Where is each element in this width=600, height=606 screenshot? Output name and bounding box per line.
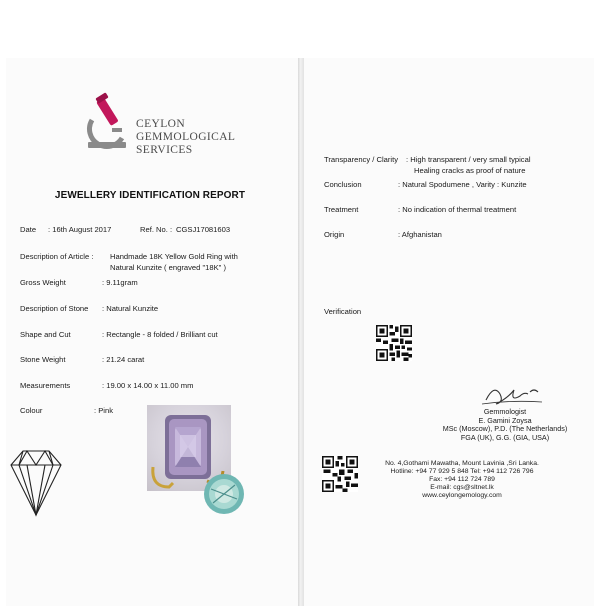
address: No. 4,Gothami Mawatha, Mount Lavinia ,Sri Lanka. xyxy=(385,460,539,467)
stone-weight-value: : 21.24 carat xyxy=(102,355,145,364)
gemmologist-credentials-1: MSc (Moscow), P.D. (The Netherlands) xyxy=(442,424,568,434)
article-value-line2: Natural Kunzite ( engraved "18K" ) xyxy=(110,263,226,272)
shape-cut-value: : Rectangle - 8 folded / Brilliant cut xyxy=(102,330,218,339)
colour-label: Colour xyxy=(20,406,43,415)
gross-weight-value: : 9.11gram xyxy=(102,278,138,287)
colour-value: : Pink xyxy=(94,406,113,415)
company-name-line2: GEMMOLOGICAL xyxy=(136,131,236,143)
page-fold xyxy=(298,58,304,606)
right-page xyxy=(302,58,594,606)
fax: Fax: +94 112 724 789 xyxy=(429,475,495,483)
ref-value: CGSJ17081603 xyxy=(176,225,231,234)
transparency-value-line1: : High transparent / very small typical xyxy=(406,155,531,164)
verification-qr-code xyxy=(376,325,412,361)
origin-label: Origin xyxy=(324,230,345,239)
company-name-line3: SERVICES xyxy=(136,144,193,156)
hotline: Hotline: +94 77 929 5 848 Tel: +94 112 726 796 xyxy=(390,467,534,475)
transparency-value-line2: Healing cracks as proof of nature xyxy=(414,166,526,175)
contact-block xyxy=(362,460,562,500)
stone-description-label: Description of Stone xyxy=(20,304,89,313)
stone-description-value: : Natural Kunzite xyxy=(102,304,159,313)
ref-label: Ref. No. : xyxy=(140,225,173,234)
treatment-value: : No indication of thermal treatment xyxy=(398,205,517,214)
shape-cut-label: Shape and Cut xyxy=(20,330,71,339)
gemmologist-name: E. Gamini Zoysa xyxy=(478,415,532,425)
transparency-label: Transparency / Clarity xyxy=(324,155,398,164)
website: www.ceylongemology.com xyxy=(422,491,502,499)
microscope-icon xyxy=(82,92,132,152)
gemmologist-signature xyxy=(480,380,546,410)
gross-weight-label: Gross Weight xyxy=(20,278,66,287)
article-value-line1: Handmade 18K Yellow Gold Ring with xyxy=(110,252,238,261)
conclusion-value: : Natural Spodumene , Varity : Kunzite xyxy=(398,180,527,189)
contact-qr-code xyxy=(322,456,358,492)
measurements-value: : 19.00 x 14.00 x 11.00 mm xyxy=(102,381,194,390)
diamond-icon xyxy=(5,447,67,519)
measurements-label: Measurements xyxy=(20,381,71,390)
article-label: Description of Article : xyxy=(20,252,94,261)
report-title: JEWELLERY IDENTIFICATION REPORT xyxy=(54,190,246,201)
hologram-seal-icon xyxy=(203,473,245,515)
date-label: Date xyxy=(20,225,37,234)
gemmologist-credentials-2: FGA (UK), G.G. (GIA, USA) xyxy=(460,432,550,442)
treatment-label: Treatment xyxy=(324,205,359,214)
stone-weight-label: Stone Weight xyxy=(20,355,66,364)
gemmologist-title: Gemmologist xyxy=(483,407,527,416)
conclusion-label: Conclusion xyxy=(324,180,362,189)
verification-label: Verification xyxy=(324,307,362,316)
gemmologist-block xyxy=(420,408,590,442)
email: E-mail: cgs@sltnet.lk xyxy=(430,483,494,491)
date-value: : 16th August 2017 xyxy=(48,225,112,234)
company-name xyxy=(136,118,235,157)
origin-value: : Afghanistan xyxy=(398,230,442,239)
company-name-line1: CEYLON xyxy=(136,118,186,130)
